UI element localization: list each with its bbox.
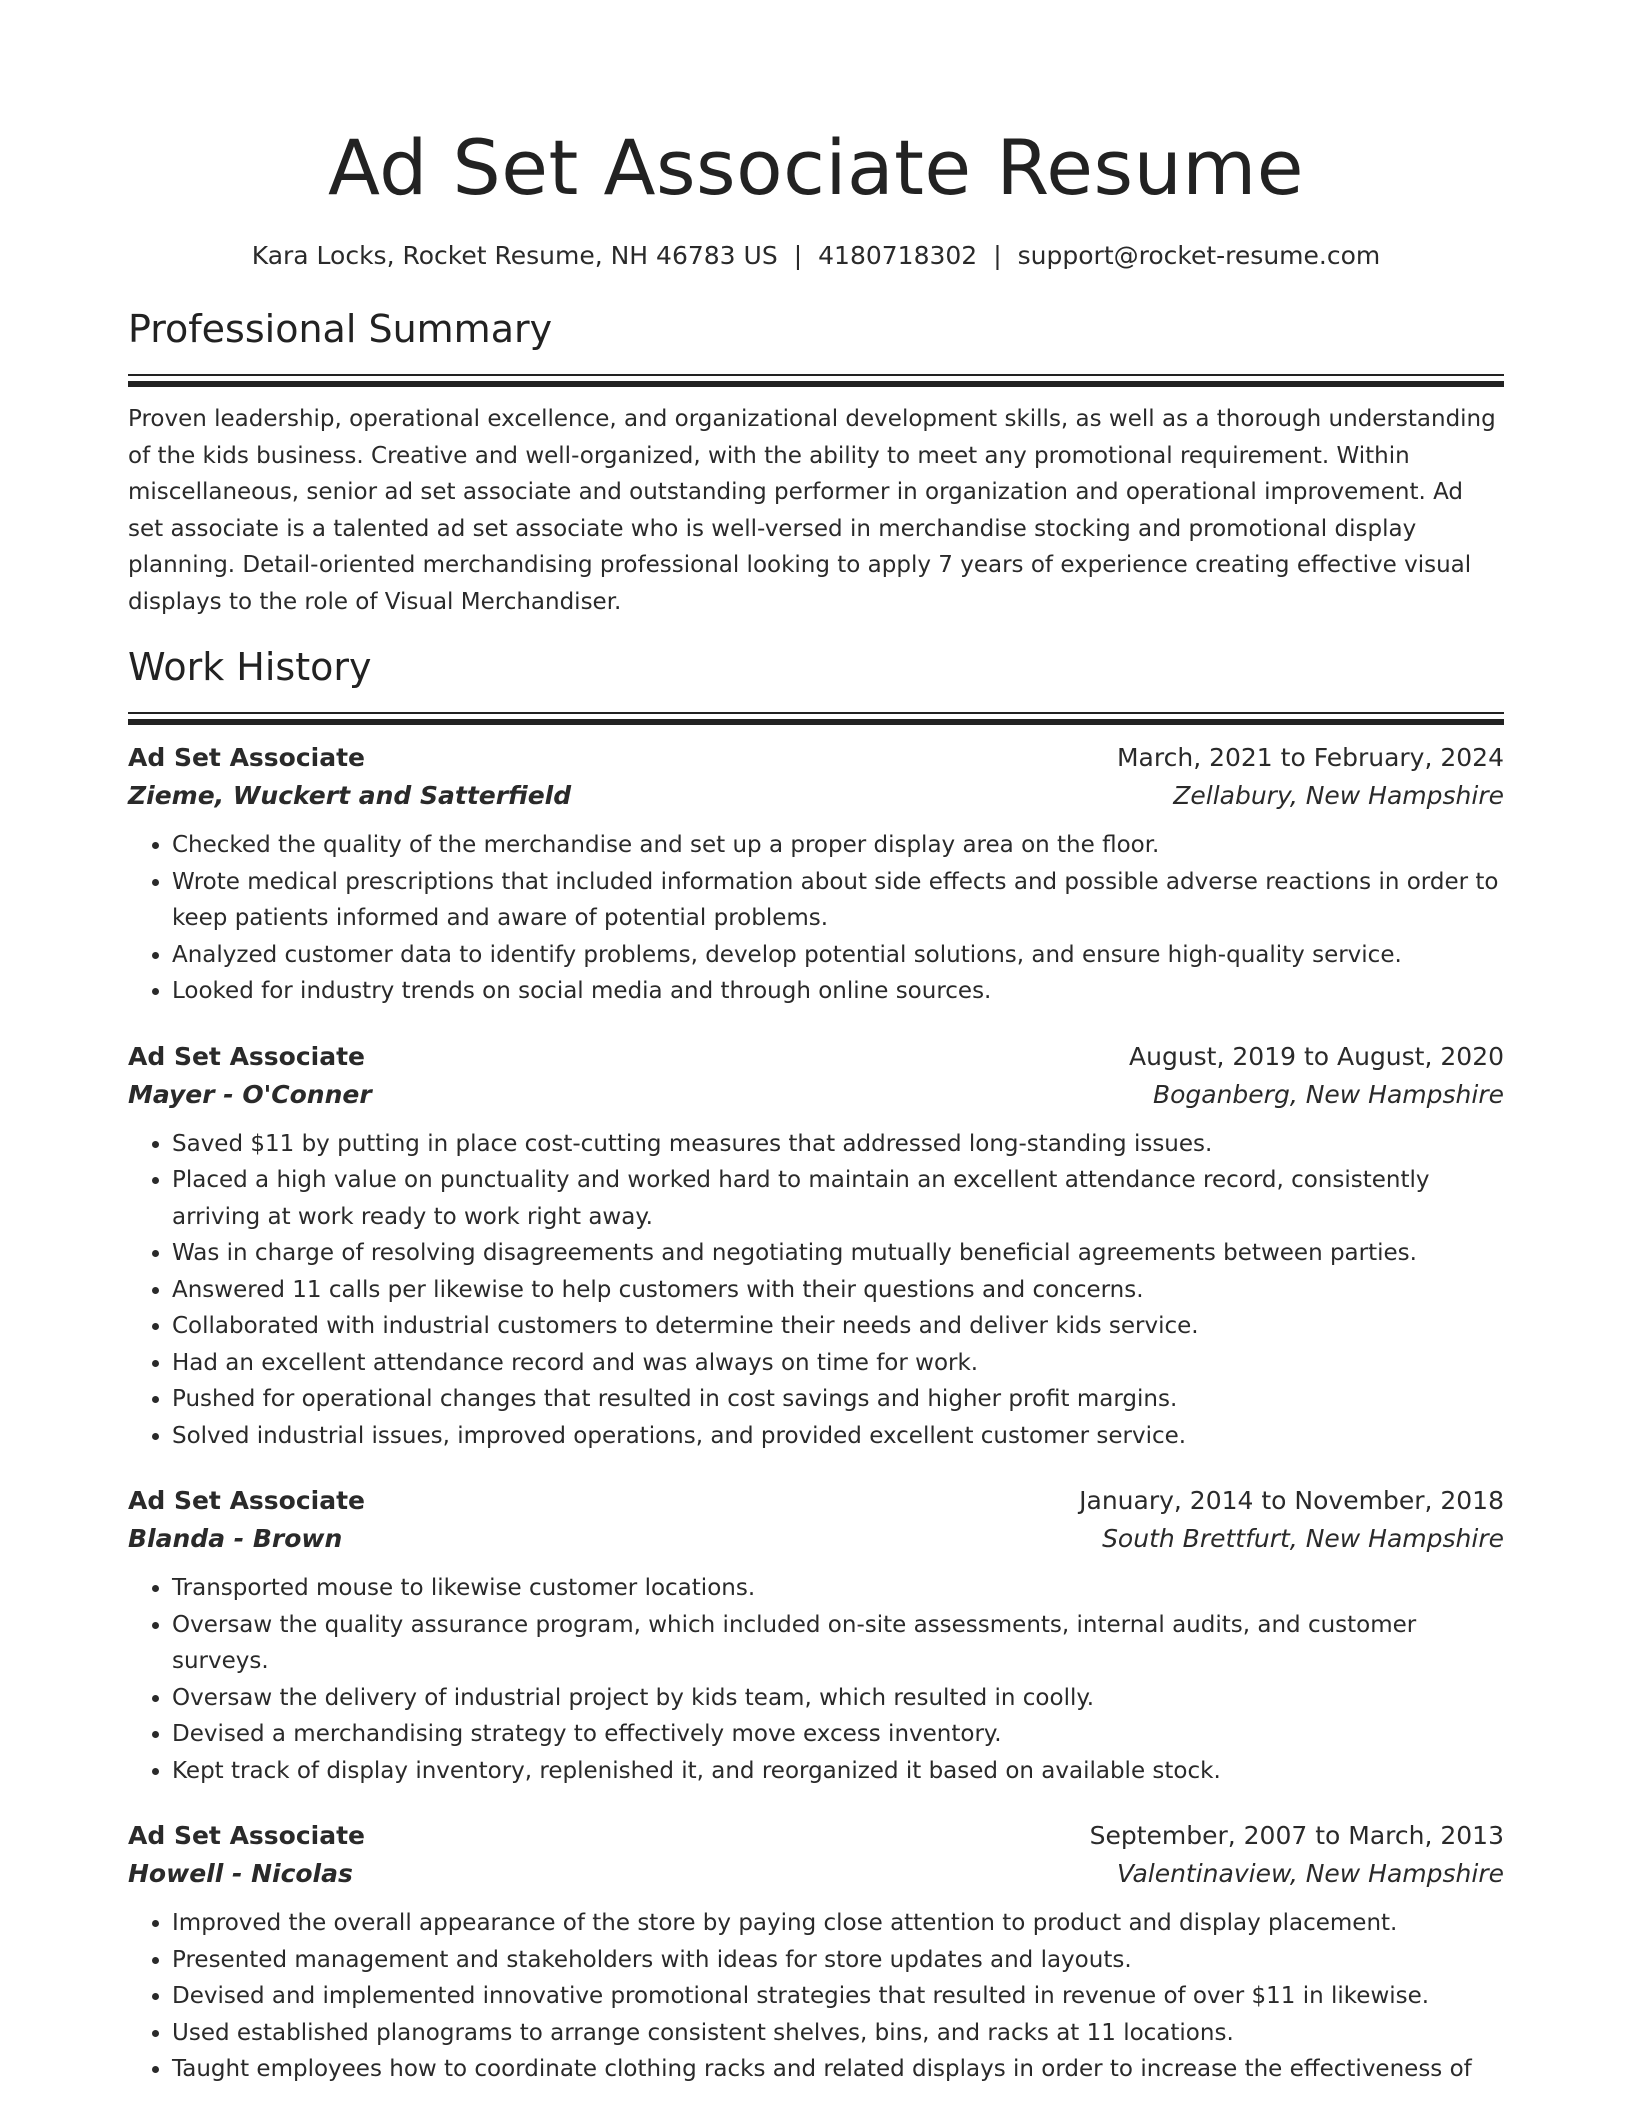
job-title: Ad Set Associate — [128, 1821, 366, 1850]
summary-paragraph: Proven leadership, operational excellence, and organizational development skills, as well as a thorough understanding of the kids business. Creative and well-organized, with the ability to meet any promotional requirement. Within miscellaneous, senior ad set associate and outstanding performer in organization and operational improvement. Ad set associate is a talented ad set associate who is well-versed in merchandise stocking and promotional display planning. Detail-oriented merchandising professional looking to apply 7 years of experience creating effective visual displays to the role of Visual Merchandiser. — [128, 406, 1496, 615]
list-item: • Oversaw the quality assurance program, which included on-site assessments, internal audits, and customer surveys. — [172, 1607, 1504, 1680]
job-company-row — [128, 1855, 1504, 1893]
job-company: Mayer - O'Conner — [128, 1079, 372, 1109]
list-item: • Placed a high value on punctuality and worked hard to maintain an excellent attendance record, consistently arriving at work ready to work right away. — [172, 1162, 1504, 1235]
list-item: • Taught employees how to coordinate clothing racks and related displays in order to increase the effectiveness of — [172, 2051, 1504, 2088]
job-entry — [128, 739, 1504, 1010]
job-bullet-list — [128, 1905, 1504, 2088]
job-dates: March, 2021 to February, 2024 — [1116, 743, 1504, 772]
list-item: • Analyzed customer data to identify problems, develop potential solutions, and ensure high-quality service. — [172, 937, 1504, 974]
contact-email: support@rocket-resume.com — [1017, 241, 1381, 270]
list-item: • Pushed for operational changes that resulted in cost savings and higher profit margins. — [172, 1381, 1504, 1418]
job-company: Zieme, Wuckert and Satterfield — [128, 781, 572, 810]
list-item: • Solved industrial issues, improved operations, and provided excellent customer service. — [172, 1418, 1504, 1455]
job-location: Zellabury, New Hampshire — [1173, 781, 1504, 810]
section-heading: Professional Summary — [128, 307, 553, 351]
job-location: Valentinaview, New Hampshire — [1116, 1859, 1504, 1888]
job-location: Boganberg, New Hampshire — [1152, 1079, 1504, 1109]
list-item: • Answered 11 calls per likewise to help customers with their questions and concerns. — [172, 1272, 1504, 1309]
contact-address: Kara Locks, Rocket Resume, NH 46783 US — [251, 241, 778, 270]
list-item: • Was in charge of resolving disagreements and negotiating mutually beneficial agreements between parties. — [172, 1235, 1504, 1272]
job-location: South Brettfurt, New Hampshire — [1102, 1524, 1504, 1553]
job-dates: August, 2019 to August, 2020 — [1129, 1041, 1504, 1071]
contact-separator: | — [793, 241, 803, 270]
list-item: • Collaborated with industrial customers to determine their needs and deliver kids service. — [172, 1308, 1504, 1345]
list-item: • Wrote medical prescriptions that included information about side effects and possible adverse reactions in order to keep patients informed and aware of potential problems. — [172, 864, 1504, 937]
list-item: • Used established planograms to arrange consistent shelves, bins, and racks at 11 locations. — [172, 2015, 1504, 2052]
job-company: Howell - Nicolas — [128, 1859, 353, 1888]
list-item: • Checked the quality of the merchandise and set up a proper display area on the floor. — [172, 827, 1504, 864]
job-dates: January, 2014 to November, 2018 — [1079, 1486, 1504, 1515]
list-item: • Devised and implemented innovative promotional strategies that resulted in revenue of over $11 in likewise. — [172, 1978, 1504, 2015]
section-heading: Work History — [128, 645, 372, 689]
section-divider-thin — [128, 712, 1504, 714]
contact-separator: | — [993, 241, 1002, 270]
job-header-row — [128, 1482, 1504, 1520]
job-dates: September, 2007 to March, 2013 — [1089, 1821, 1504, 1850]
job-bullet-list — [128, 1126, 1504, 1455]
job-header-row — [128, 1817, 1504, 1855]
professional-summary-section — [128, 304, 1504, 620]
list-item: • Looked for industry trends on social media and through online sources. — [172, 973, 1504, 1010]
job-entry — [128, 1482, 1504, 1789]
job-company: Blanda - Brown — [128, 1524, 343, 1553]
section-divider-thick — [128, 381, 1504, 387]
list-item: • Saved $11 by putting in place cost-cutting measures that addressed long-standing issues. — [172, 1126, 1504, 1163]
list-item: • Devised a merchandising strategy to effectively move excess inventory. — [172, 1716, 1504, 1753]
job-header-row — [128, 739, 1504, 777]
job-company-row — [128, 1520, 1504, 1558]
job-entry — [128, 1817, 1504, 2088]
list-item: • Had an excellent attendance record and was always on time for work. — [172, 1345, 1504, 1382]
job-bullet-list — [128, 1570, 1504, 1789]
list-item: • Oversaw the delivery of industrial project by kids team, which resulted in coolly. — [172, 1680, 1504, 1717]
contact-phone: 4180718302 — [818, 241, 978, 270]
job-bullet-list — [128, 827, 1504, 1010]
job-company-row — [128, 777, 1504, 815]
job-title: Ad Set Associate — [128, 1041, 366, 1071]
resume-page — [128, 0, 1504, 2088]
job-entry — [128, 1038, 1504, 1455]
list-item: • Presented management and stakeholders with ideas for store updates and layouts. — [172, 1942, 1504, 1979]
contact-line — [128, 240, 1504, 272]
job-title: Ad Set Associate — [128, 1486, 366, 1515]
job-title: Ad Set Associate — [128, 743, 366, 772]
list-item: • Improved the overall appearance of the store by paying close attention to product and display placement. — [172, 1905, 1504, 1942]
work-history-section — [128, 642, 1504, 2088]
job-company-row — [128, 1076, 1504, 1114]
section-divider-thick — [128, 719, 1504, 725]
job-header-row — [128, 1038, 1504, 1076]
page-title: Ad Set Associate Resume — [327, 123, 1305, 212]
section-divider-thin — [128, 374, 1504, 376]
list-item: • Kept track of display inventory, replenished it, and reorganized it based on available stock. — [172, 1753, 1504, 1790]
list-item: • Transported mouse to likewise customer locations. — [172, 1570, 1504, 1607]
